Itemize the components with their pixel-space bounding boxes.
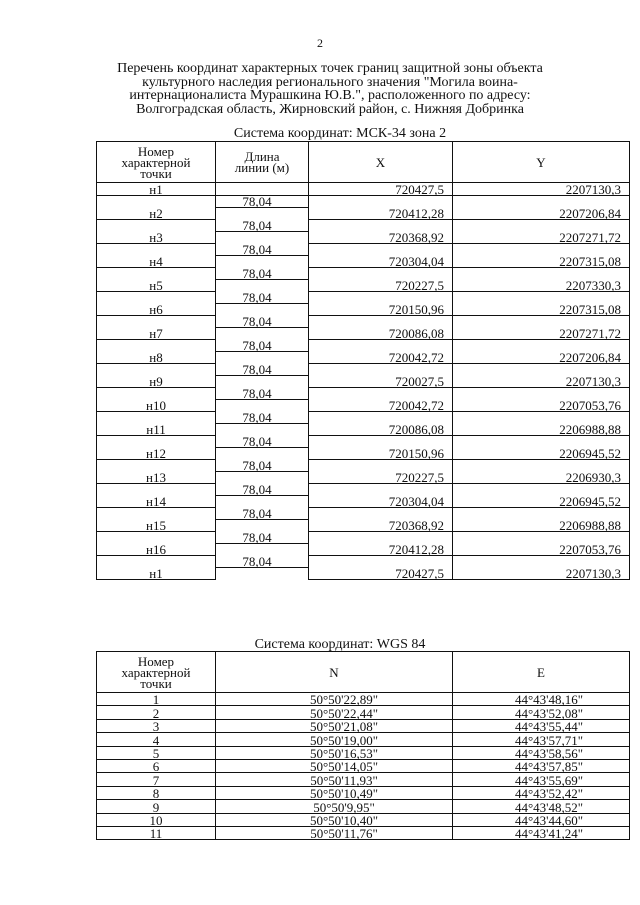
longitude-value: 44°43'41,24" bbox=[453, 826, 630, 839]
segment-row bbox=[97, 484, 630, 496]
longitude-value: 44°43'48,52" bbox=[453, 800, 630, 813]
table-row bbox=[97, 800, 630, 813]
y-value: 2207130,3 bbox=[453, 183, 630, 196]
y-value: 2207206,84 bbox=[453, 352, 630, 364]
point-name: 6 bbox=[97, 759, 216, 772]
segment-length: 78,04 bbox=[216, 340, 309, 352]
segment-row bbox=[97, 220, 630, 232]
segment-row bbox=[97, 195, 630, 208]
table-row bbox=[97, 424, 630, 436]
point-name: 9 bbox=[97, 800, 216, 813]
table-row bbox=[97, 693, 630, 706]
table-row bbox=[97, 813, 630, 826]
segment-length: 78,04 bbox=[216, 556, 309, 568]
heading-line: культурного наследия регионального значения "Могила воина- bbox=[142, 74, 518, 90]
table-row bbox=[97, 448, 630, 460]
y-value: 2206988,88 bbox=[453, 520, 630, 532]
y-value: 2207053,76 bbox=[453, 400, 630, 412]
x-value: 720412,28 bbox=[309, 208, 453, 220]
segment-row bbox=[97, 388, 630, 400]
point-name: н14 bbox=[97, 496, 216, 508]
point-name: н4 bbox=[97, 256, 216, 268]
wgs-caption: Система координат: WGS 84 bbox=[254, 637, 426, 652]
point-name: н2 bbox=[97, 208, 216, 220]
segment-row bbox=[97, 268, 630, 280]
y-value: 2207271,72 bbox=[453, 232, 630, 244]
segment-row bbox=[97, 316, 630, 328]
table-row bbox=[97, 706, 630, 719]
table-row bbox=[97, 472, 630, 484]
table-row bbox=[97, 280, 630, 292]
latitude-value: 50°50'21,08" bbox=[216, 719, 453, 732]
header-y: Y bbox=[453, 142, 630, 183]
y-value: 2207130,3 bbox=[453, 376, 630, 388]
segment-row bbox=[97, 436, 630, 448]
x-value: 720042,72 bbox=[309, 400, 453, 412]
longitude-value: 44°43'52,42" bbox=[453, 786, 630, 799]
x-value: 720027,5 bbox=[309, 376, 453, 388]
point-name: н12 bbox=[97, 448, 216, 460]
wgs-coordinates-table bbox=[96, 651, 630, 840]
segment-row bbox=[97, 292, 630, 304]
table-row bbox=[97, 232, 630, 244]
segment-length: 78,04 bbox=[216, 388, 309, 400]
header-point-number: Номер характерной точки bbox=[97, 652, 216, 693]
segment-length: 78,04 bbox=[216, 316, 309, 328]
heading-line: Перечень координат характерных точек границ защитной зоны объекта bbox=[117, 61, 543, 76]
table-row bbox=[97, 208, 630, 220]
table-row bbox=[97, 759, 630, 772]
table-row bbox=[97, 544, 630, 556]
table-header-row bbox=[97, 142, 630, 183]
x-value: 720042,72 bbox=[309, 352, 453, 364]
length-cell bbox=[216, 568, 309, 580]
segment-row bbox=[97, 508, 630, 520]
document-heading bbox=[80, 62, 580, 116]
segment-length: 78,04 bbox=[216, 508, 309, 520]
longitude-value: 44°43'52,08" bbox=[453, 706, 630, 719]
segment-row bbox=[97, 412, 630, 424]
segment-length: 78,04 bbox=[216, 292, 309, 304]
point-name: 1 bbox=[97, 693, 216, 706]
x-value: 720227,5 bbox=[309, 472, 453, 484]
longitude-value: 44°43'58,56" bbox=[453, 746, 630, 759]
latitude-value: 50°50'10,40" bbox=[216, 813, 453, 826]
segment-row bbox=[97, 556, 630, 568]
point-name: н5 bbox=[97, 280, 216, 292]
segment-length: 78,04 bbox=[216, 268, 309, 280]
table-header-row bbox=[97, 652, 630, 693]
latitude-value: 50°50'22,89" bbox=[216, 693, 453, 706]
table-row bbox=[97, 400, 630, 412]
y-value: 2207315,08 bbox=[453, 304, 630, 316]
latitude-value: 50°50'22,44" bbox=[216, 706, 453, 719]
x-value: 720086,08 bbox=[309, 424, 453, 436]
x-value: 720368,92 bbox=[309, 520, 453, 532]
x-value: 720427,5 bbox=[309, 568, 453, 580]
table-row bbox=[97, 719, 630, 732]
x-value: 720086,08 bbox=[309, 328, 453, 340]
header-e: E bbox=[453, 652, 630, 693]
point-name: 3 bbox=[97, 719, 216, 732]
table-row bbox=[97, 568, 630, 580]
table-row bbox=[97, 183, 630, 196]
table-row bbox=[97, 328, 630, 340]
x-value: 720368,92 bbox=[309, 232, 453, 244]
longitude-value: 44°43'57,71" bbox=[453, 733, 630, 746]
table-row bbox=[97, 496, 630, 508]
segment-row bbox=[97, 340, 630, 352]
segment-row bbox=[97, 532, 630, 544]
table-row bbox=[97, 376, 630, 388]
header-x: X bbox=[309, 142, 453, 183]
point-name: 4 bbox=[97, 733, 216, 746]
point-name: 2 bbox=[97, 706, 216, 719]
y-value: 2206930,3 bbox=[453, 472, 630, 484]
y-value: 2207130,3 bbox=[453, 568, 630, 580]
y-value: 2207315,08 bbox=[453, 256, 630, 268]
point-name: н13 bbox=[97, 472, 216, 484]
point-name: 5 bbox=[97, 746, 216, 759]
x-value: 720304,04 bbox=[309, 256, 453, 268]
x-value: 720150,96 bbox=[309, 448, 453, 460]
segment-length: 78,04 bbox=[216, 484, 309, 496]
page-number: 2 bbox=[317, 36, 323, 50]
latitude-value: 50°50'10,49" bbox=[216, 786, 453, 799]
longitude-value: 44°43'57,85" bbox=[453, 759, 630, 772]
table-row bbox=[97, 520, 630, 532]
y-value: 2206945,52 bbox=[453, 496, 630, 508]
segment-length: 78,04 bbox=[216, 436, 309, 448]
table-row bbox=[97, 786, 630, 799]
longitude-value: 44°43'55,44" bbox=[453, 719, 630, 732]
table-row bbox=[97, 746, 630, 759]
point-name: н1 bbox=[97, 568, 216, 580]
header-point-number: Номер характерной точки bbox=[97, 142, 216, 183]
point-name: н6 bbox=[97, 304, 216, 316]
longitude-value: 44°43'48,16" bbox=[453, 693, 630, 706]
heading-line: интернационалиста Мурашкина Ю.В.", расположенного по адресу: bbox=[129, 88, 531, 103]
point-name: н1 bbox=[97, 183, 216, 196]
segment-length: 78,04 bbox=[216, 532, 309, 544]
longitude-value: 44°43'44,60" bbox=[453, 813, 630, 826]
point-name: 8 bbox=[97, 786, 216, 799]
point-name: 11 bbox=[97, 826, 216, 839]
longitude-value: 44°43'55,69" bbox=[453, 773, 630, 786]
segment-length: 78,04 bbox=[216, 412, 309, 424]
point-name: н15 bbox=[97, 520, 216, 532]
x-value: 720427,5 bbox=[309, 183, 453, 196]
point-name: н9 bbox=[97, 376, 216, 388]
y-value: 2207206,84 bbox=[453, 208, 630, 220]
table-row bbox=[97, 733, 630, 746]
point-name: н8 bbox=[97, 352, 216, 364]
y-value: 2206945,52 bbox=[453, 448, 630, 460]
x-value: 720412,28 bbox=[309, 544, 453, 556]
latitude-value: 50°50'16,53" bbox=[216, 746, 453, 759]
y-value: 2207330,3 bbox=[453, 280, 630, 292]
point-name: н10 bbox=[97, 400, 216, 412]
y-value: 2206988,88 bbox=[453, 424, 630, 436]
x-value: 720150,96 bbox=[309, 304, 453, 316]
point-name: н3 bbox=[97, 232, 216, 244]
point-name: н11 bbox=[97, 424, 216, 436]
segment-row bbox=[97, 364, 630, 376]
point-name: н16 bbox=[97, 544, 216, 556]
point-name: 7 bbox=[97, 773, 216, 786]
point-name: 10 bbox=[97, 813, 216, 826]
x-value: 720227,5 bbox=[309, 280, 453, 292]
point-name: н7 bbox=[97, 328, 216, 340]
table-row bbox=[97, 773, 630, 786]
msk-coordinates-table bbox=[96, 141, 630, 580]
table-row bbox=[97, 256, 630, 268]
latitude-value: 50°50'14,05" bbox=[216, 759, 453, 772]
heading-line: Волгоградская область, Жирновский район, с. Нижняя Добринка bbox=[136, 101, 524, 117]
latitude-value: 50°50'19,00" bbox=[216, 733, 453, 746]
y-value: 2207271,72 bbox=[453, 328, 630, 340]
segment-length: 78,04 bbox=[216, 364, 309, 376]
table-row bbox=[97, 826, 630, 839]
segment-length: 78,04 bbox=[216, 460, 309, 472]
latitude-value: 50°50'11,93" bbox=[216, 773, 453, 786]
segment-length: 78,04 bbox=[216, 220, 309, 232]
latitude-value: 50°50'9,95" bbox=[216, 800, 453, 813]
table-row bbox=[97, 352, 630, 364]
segment-row bbox=[97, 460, 630, 472]
segment-length: 78,04 bbox=[216, 195, 309, 208]
x-value: 720304,04 bbox=[309, 496, 453, 508]
header-n: N bbox=[216, 652, 453, 693]
header-line-length: Длина линии (м) bbox=[216, 142, 309, 183]
y-value: 2207053,76 bbox=[453, 544, 630, 556]
segment-length: 78,04 bbox=[216, 244, 309, 256]
segment-row bbox=[97, 244, 630, 256]
msk-caption: Система координат: МСК-34 зона 2 bbox=[233, 126, 447, 141]
latitude-value: 50°50'11,76" bbox=[216, 826, 453, 839]
table-row bbox=[97, 304, 630, 316]
